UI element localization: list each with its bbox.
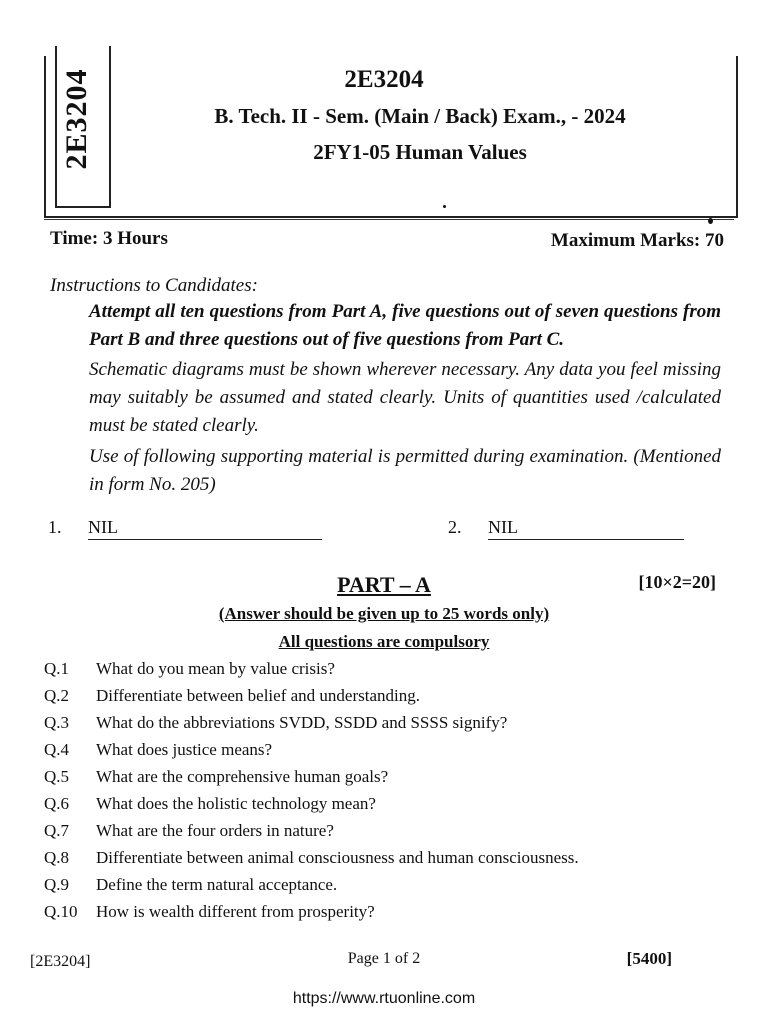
instruction-line: Schematic diagrams must be shown wherever necessary. Any data you feel missing may suitably be assumed and stated clearly. Units of quantities used /calculated must be stated clearly. xyxy=(89,359,721,436)
part-a-marks: [10×2=20] xyxy=(638,572,716,592)
material-entry xyxy=(488,517,684,540)
page-number: Page 1 of 2 xyxy=(347,950,421,967)
footer-paper-code: [2E3204] xyxy=(30,953,91,970)
material-value: NIL xyxy=(488,517,518,537)
question-row: Q.4 What does justice means? xyxy=(44,740,273,759)
instruction-line: Use of following supporting material is permitted during examination. (Mentioned in form No. 205) xyxy=(89,446,721,495)
vertical-paper-code: 2E3204 xyxy=(60,68,93,170)
question-row: Q.7 What are the four orders in nature? xyxy=(44,821,334,840)
exam-title: B. Tech. II - Sem. (Main / Back) Exam., - 2024 xyxy=(214,104,626,128)
question-row: Q.6 What does the holistic technology mean? xyxy=(44,794,376,813)
speck xyxy=(708,218,713,224)
instruction-line: Attempt all ten questions from Part A, five questions out of seven questions from Part B and three questions out of five questions from Part C. xyxy=(89,301,721,350)
speck xyxy=(443,205,446,208)
material-entry xyxy=(88,517,322,540)
question-row: Q.5 What are the comprehensive human goals? xyxy=(44,767,389,786)
question-row: Q.2 Differentiate between belief and understanding. xyxy=(44,686,420,705)
part-a-title: PART – A xyxy=(337,572,431,597)
question-row: Q.10 How is wealth different from prosperity? xyxy=(44,902,375,921)
question-row: Q.1 What do you mean by value crisis? xyxy=(44,659,335,678)
copy-count: [5400] xyxy=(626,949,672,968)
material-value: NIL xyxy=(88,517,118,537)
header-rule xyxy=(44,219,734,220)
maximum-marks: Maximum Marks: 70 xyxy=(550,230,724,251)
instructions-heading: Instructions to Candidates: xyxy=(50,275,258,296)
question-row: Q.9 Define the term natural acceptance. xyxy=(44,875,338,894)
material-number: 2. xyxy=(448,517,462,537)
source-url[interactable]: https://www.rtuonline.com xyxy=(292,990,476,1007)
paper-code: 2E3204 xyxy=(344,66,424,93)
question-row: Q.8 Differentiate between animal consciousness and human consciousness. xyxy=(44,848,579,867)
subject-title: 2FY1-05 Human Values xyxy=(313,140,527,164)
question-row: Q.3 What do the abbreviations SVDD, SSDD and SSSS signify? xyxy=(44,713,508,732)
material-number: 1. xyxy=(48,517,62,537)
part-a-note: All questions are compulsory xyxy=(278,632,490,651)
time-allowed: Time: 3 Hours xyxy=(50,228,168,249)
part-a-note: (Answer should be given up to 25 words only) xyxy=(218,604,550,623)
